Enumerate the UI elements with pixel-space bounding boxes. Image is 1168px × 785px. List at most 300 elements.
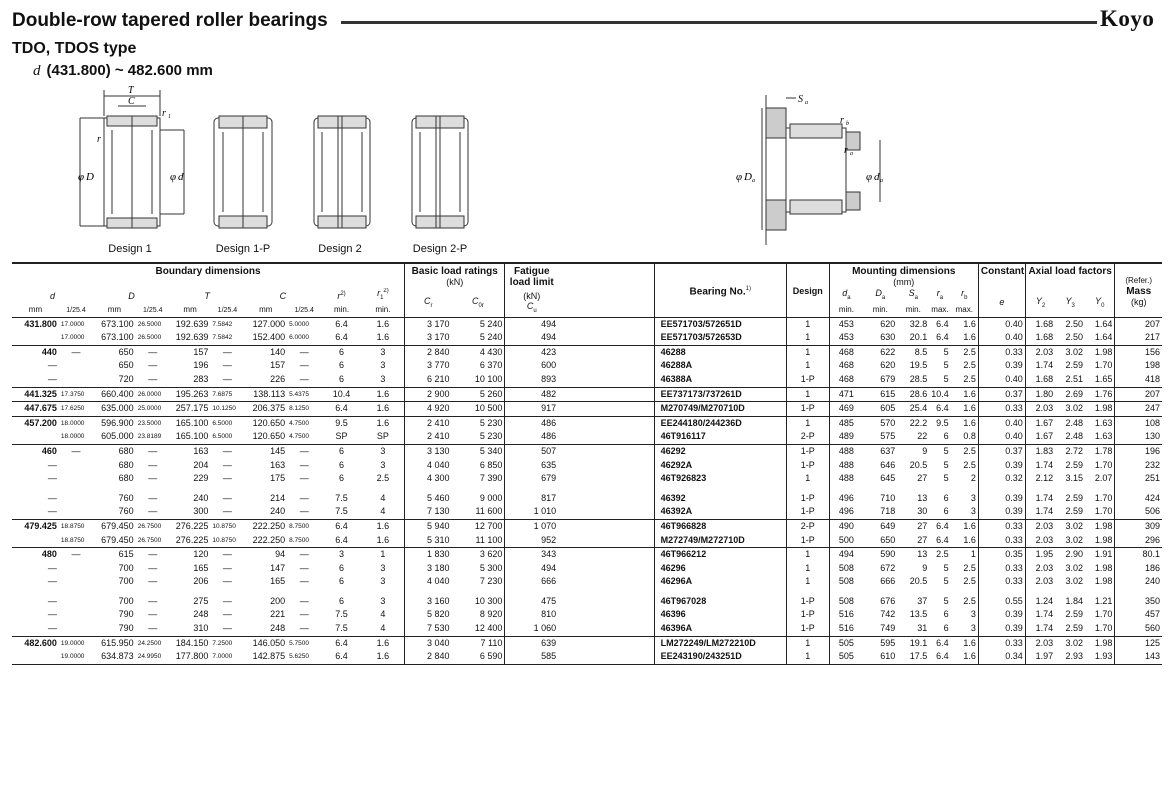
table-cell: 0.32 [978,472,1025,486]
table-cell: 3 [380,445,386,456]
table-cell: 3 620 [479,549,503,560]
table-cell: 1 [786,387,829,402]
table-cell: 2.5 [963,595,976,606]
table-cell: 1.24 [1025,595,1055,609]
table-cell: 206 [193,576,209,587]
table-cell: 0.33 [978,345,1025,359]
col-C0r-sub: 0r [478,302,484,309]
table-cell: 1.6 [951,387,979,402]
table-cell: 666 [505,575,558,589]
mount-rb-label: r [840,115,844,126]
table-cell: 447.675 [12,402,59,417]
table-cell: 1-P [786,373,829,387]
table-cell: 790 [118,609,134,620]
table-cell: 5 460 [405,492,452,506]
table-cell: 0.37 [978,444,1025,458]
table-cell: 1.74 [1025,622,1055,636]
table-cell: 2.50 [1055,331,1085,345]
table-cell: 615.950 [101,637,134,648]
table-cell: 184.150 [175,637,209,648]
table-cell: — [222,549,232,560]
table-cell: — [47,473,57,484]
table-cell: 679.450 [93,534,136,548]
table-cell: 1.67 [1025,416,1055,430]
table-cell: — [222,492,232,503]
table-cell: 195.263 [170,387,211,402]
table-cell: 1-P [786,534,829,548]
table-cell: 1.6 [963,417,976,428]
dim-phi-d: φ [170,171,177,183]
table-cell: 248 [244,622,287,636]
col-Sa: S [908,288,915,298]
table-cell: 1.70 [1094,492,1113,503]
mounting-drawing [762,95,880,245]
table-cell: 0.39 [978,622,1025,636]
group-mounting [829,263,978,288]
table-cell: 666 [880,576,896,587]
bearing-number: 46288 [654,345,786,359]
table-cell: 2.03 [1025,575,1055,589]
mount-phi-da: φ [866,171,873,183]
table-row [12,575,1162,589]
table-cell: 0.33 [978,519,1025,533]
table-cell: 742 [880,609,896,620]
table-cell: 3 130 [405,444,452,458]
mount-Sa-sub: a [805,100,808,106]
diagram-svg [0,80,1168,260]
table-cell: 1.6 [362,387,405,402]
table-cell: 605 [863,402,897,417]
table-cell: 479.425 [24,520,57,531]
table-cell: 1-P [786,492,829,506]
table-cell: 5 [943,473,949,484]
table-cell: 2.59 [1065,360,1084,371]
table-cell: 1 [786,416,829,430]
table-cell: — [222,576,232,587]
table-cell: 11 600 [452,505,505,519]
table-cell: 810 [505,608,558,622]
table-cell: 156 [1115,345,1162,359]
bearing-no-note: 1) [745,285,752,292]
table-cell: 3.02 [1055,534,1085,548]
table-cell: 1.74 [1025,608,1055,622]
table-cell: 6 [321,373,362,387]
table-cell: 142.875 [244,650,287,664]
table-cell: 6.4 [335,318,348,329]
table-cell: 1.74 [1025,492,1055,506]
blank-cell [558,402,654,417]
table-cell: 917 [505,402,558,417]
table-row [12,505,1162,519]
table-cell: 18.8750 [60,522,85,530]
table-cell: 175 [270,473,286,484]
table-cell [59,505,93,519]
table-cell: — [12,505,59,519]
design-1-label: Design 1 [108,243,152,255]
table-cell: 5 [943,360,949,371]
table-cell: 673.100 [93,331,136,345]
col-Cu: C [526,300,534,311]
table-cell: 7.6875 [210,387,244,402]
table-cell: 6 370 [479,360,503,371]
table-cell: 146.050 [252,637,286,648]
blank-cell [558,492,654,506]
table-cell: — [299,492,309,503]
table-cell: 226 [244,373,287,387]
table-cell: 6.4 [929,331,950,345]
page-subtitle: TDO, TDOS type [12,40,137,57]
table-cell: 508 [829,562,863,576]
bore-range [33,62,213,80]
table-cell: 3.02 [1065,637,1084,648]
table-cell: — [222,473,232,484]
table-cell: — [148,562,158,573]
table-cell: 0.33 [978,534,1025,548]
table-cell: 10 100 [452,373,505,387]
table-cell: 2 410 [405,416,452,430]
blank-cell [558,608,654,622]
table-cell: 4 300 [405,472,452,486]
table-cell: 2.51 [1055,373,1085,387]
table-cell: 1 [786,359,829,373]
table-cell: 7.2500 [212,639,233,647]
bearing-number: 46288A [654,359,786,373]
table-cell: 893 [505,373,558,387]
table-cell: 283 [170,373,211,387]
dim-r1-label: r [162,108,166,119]
mount-Sa-label: S [798,94,803,105]
table-cell: 1.6 [951,534,979,548]
table-cell: 489 [829,430,863,444]
table-cell: 6 [339,445,345,456]
table-cell: 1 [786,317,829,331]
table-cell [12,534,59,548]
table-cell: 1.78 [1094,445,1113,456]
table-cell: 817 [505,492,558,506]
table-cell: 1 070 [505,519,558,533]
table-cell: 615 [863,387,897,402]
table-cell: 5 [943,595,949,606]
table-cell: — [287,373,321,387]
col-Da-sub: a [881,294,886,301]
table-cell: 5 240 [479,318,503,329]
table-cell: 494 [505,317,558,331]
table-cell: 9.5 [335,417,348,428]
table-cell: 0.39 [978,459,1025,473]
table-cell: 1.6 [951,650,979,664]
table-cell: 9.5 [936,417,949,428]
table-cell: 457 [1115,608,1162,622]
table-cell: 214 [270,492,286,503]
table-cell: 3.02 [1065,576,1084,587]
table-cell: 6 590 [452,650,505,664]
table-cell: 23.8189 [136,430,170,444]
table-cell: 196 [1115,444,1162,458]
table-cell: 6 [339,473,345,484]
table-cell: 2.90 [1065,549,1084,560]
table-cell: — [47,360,57,371]
table-cell: 140 [270,346,286,357]
col-r1-note: 2) [383,288,389,294]
mount-Da-label: D [744,171,752,183]
table-cell: 2.5 [376,473,390,484]
dim-d-label: d [178,171,184,183]
table-cell: 200 [270,595,286,606]
design-2p-label: Design 2-P [412,243,468,255]
bearing-number: 46292A [654,459,786,473]
table-cell: 1 [786,575,829,589]
table-cell: 145 [270,445,286,456]
table-cell: 1.70 [1094,609,1113,620]
table-cell: 24.2500 [137,639,162,647]
table-cell: 6 210 [405,373,452,387]
spec-body [12,317,1162,664]
table-cell: 2.59 [1065,609,1084,620]
group-blank [558,263,654,288]
table-cell: 650 [118,346,134,357]
table-cell: 1 [786,636,829,650]
table-cell: — [222,346,232,357]
table-cell: 120.650 [252,417,286,428]
table-cell: 2 410 [405,430,452,444]
table-cell: 660.400 [93,387,136,402]
table-cell: 251 [1115,472,1162,486]
table-cell: 10.4 [929,387,950,402]
table-cell: 7 390 [479,473,503,484]
table-cell: — [222,562,232,573]
table-cell: 1.98 [1085,402,1115,417]
page-title: Double-row tapered roller bearings [12,10,328,31]
table-cell: 680 [118,445,134,456]
table-row [12,595,1162,609]
table-cell: 1 [786,650,829,664]
mount-phi-Da: φ [736,171,743,183]
table-cell: — [222,609,232,620]
col-Y3: Y [1065,295,1072,306]
table-cell: 5 230 [479,417,503,428]
table-cell: — [299,562,309,573]
bearing-number: 46T967028 [654,595,786,609]
table-cell: 25.0000 [136,402,170,417]
table-cell: 2 [970,473,976,484]
table-cell: 343 [505,548,558,562]
table-cell: 6.4 [335,637,348,648]
table-cell: 630 [863,331,897,345]
table-cell: 127.000 [252,318,286,329]
table-cell: 30 [897,505,929,519]
table-cell: 24.9950 [136,650,170,664]
table-cell: 3.02 [1065,562,1084,573]
table-cell: 1.97 [1025,650,1055,664]
bearing-number: EE243190/243251D [654,650,786,664]
table-cell: 7.5 [321,622,362,636]
table-cell: 10.8750 [212,522,236,530]
table-cell: 507 [505,444,558,458]
table-cell: — [210,373,244,387]
table-cell: 952 [505,534,558,548]
table-cell: 5.7500 [289,639,310,647]
table-cell: 486 [505,416,558,430]
table-cell: 5 [943,562,949,573]
table-cell: 108 [1115,416,1162,430]
table-cell: 0.33 [978,575,1025,589]
table-cell: 453 [829,331,863,345]
table-cell: — [47,562,57,573]
table-cell: 3 170 [405,317,452,331]
col-d: d [50,290,56,301]
table-cell: 5 340 [479,445,503,456]
table-cell: — [299,595,309,606]
table-cell: 494 [505,562,558,576]
table-cell: — [148,360,158,371]
design-1p-label: Design 1-P [215,243,271,255]
col-r1: r [377,288,381,298]
table-cell: 8.1250 [287,402,321,417]
table-cell: 7 530 [405,622,452,636]
table-cell: 32.8 [909,318,928,329]
table-cell: 7.0000 [210,650,244,664]
table-cell: 165.100 [175,417,209,428]
table-cell: 5 820 [405,608,452,622]
table-cell: 143 [1115,650,1162,664]
table-cell: 309 [1115,519,1162,533]
table-cell: 3 [951,505,979,519]
table-cell: 10.8750 [210,534,244,548]
table-cell: 2.5 [936,549,949,560]
col-Y0-sub: 0 [1101,302,1105,309]
col-ra-sub: a [939,294,944,301]
table-cell: 790 [93,622,136,636]
table-cell: 1 [380,549,386,560]
table-cell: 7 110 [480,637,503,648]
table-row [12,534,1162,548]
table-row [12,650,1162,664]
table-cell: 5.4375 [287,387,321,402]
table-cell: 7.5 [335,492,348,503]
table-cell: 1 830 [405,548,452,562]
table-cell: 27 [917,473,928,484]
col-da: d [842,288,848,298]
table-cell: 17.0000 [60,320,85,328]
blank-cell [558,373,654,387]
bearing-number: EE571703/572653D [654,331,786,345]
table-cell: 5 260 [452,387,505,402]
table-cell: 1.70 [1094,459,1113,470]
table-cell: 1.63 [1094,417,1113,428]
table-cell: 1.93 [1085,650,1115,664]
table-cell: 0.40 [978,416,1025,430]
table-cell: — [71,549,81,560]
table-cell: 165.100 [170,430,211,444]
col-Y0: Y [1095,295,1102,306]
table-cell: 6.5000 [212,419,233,427]
group-boundary: Boundary dimensions [155,266,261,277]
table-cell [59,459,93,473]
table-cell: 19.0000 [60,639,85,647]
table-cell: 17.3750 [59,387,93,402]
table-cell: 1.6 [963,520,976,531]
table-cell: — [222,459,232,470]
table-cell: — [222,360,232,371]
table-cell: 4 [380,609,386,620]
table-cell: 6 [339,562,345,573]
blank-cell [558,519,654,533]
table-cell: 488 [829,472,863,486]
table-cell: 138.113 [244,387,287,402]
table-cell: 27 [897,534,929,548]
table-cell: 508 [829,595,863,609]
col-rb: r [961,288,965,298]
table-cell: 1 [786,472,829,486]
blank-cell [558,575,654,589]
table-cell: 13 [917,549,928,560]
table-cell: 424 [1115,492,1162,506]
table-cell: 8.7500 [289,522,310,530]
table-cell: 505 [829,650,863,664]
table-cell: 3 [380,346,386,357]
table-cell: 615 [118,549,134,560]
group-bearing-no [654,263,786,317]
table-cell: 165 [270,576,286,587]
table-cell: 471 [829,387,863,402]
table-cell: 10.1250 [210,402,244,417]
table-cell: 1.70 [1094,360,1113,371]
table-cell: — [222,445,232,456]
table-cell: 6.4 [335,520,348,531]
table-cell: 634.873 [93,650,136,664]
table-cell: 5 230 [452,430,505,444]
table-cell: 1.6 [951,402,979,417]
table-cell: 7 230 [479,576,503,587]
table-cell [12,430,59,444]
table-cell: 5.6250 [287,650,321,664]
table-cell: 1 [786,331,829,345]
table-cell: 500 [829,534,863,548]
table-cell: 560 [1115,622,1162,636]
table-cell: — [148,492,158,503]
table-cell: 18.8750 [59,534,93,548]
table-cell: 12 400 [452,622,505,636]
table-cell: 468 [829,373,863,387]
table-cell: 6.5000 [210,430,244,444]
table-cell: 570 [880,417,896,428]
table-cell: 9 [922,562,928,573]
table-cell: 206.375 [244,402,287,417]
table-cell: 8 920 [479,609,503,620]
table-cell: 27 [917,520,928,531]
table-cell: 1.6 [362,331,405,345]
table-cell [59,373,93,387]
table-cell: 2.5 [951,373,979,387]
table-cell: 3 [380,576,386,587]
table-cell [59,595,93,609]
table-cell: 1.6 [362,402,405,417]
table-cell: 494 [505,331,558,345]
table-cell: 10.4 [321,387,362,402]
table-cell: 2.59 [1055,622,1085,636]
table-cell: — [148,576,158,587]
table-cell: 496 [829,492,863,506]
table-cell: 26.5000 [137,320,162,328]
group-mounting-label: Mounting dimensions [852,266,956,277]
table-cell: — [71,445,81,456]
table-cell [12,650,59,664]
group-axial: Axial load factors [1025,263,1115,288]
table-cell: 0.40 [978,430,1025,444]
table-cell: 2.03 [1025,519,1055,533]
table-cell: 475 [505,595,558,609]
table-cell: 1.6 [362,650,405,664]
